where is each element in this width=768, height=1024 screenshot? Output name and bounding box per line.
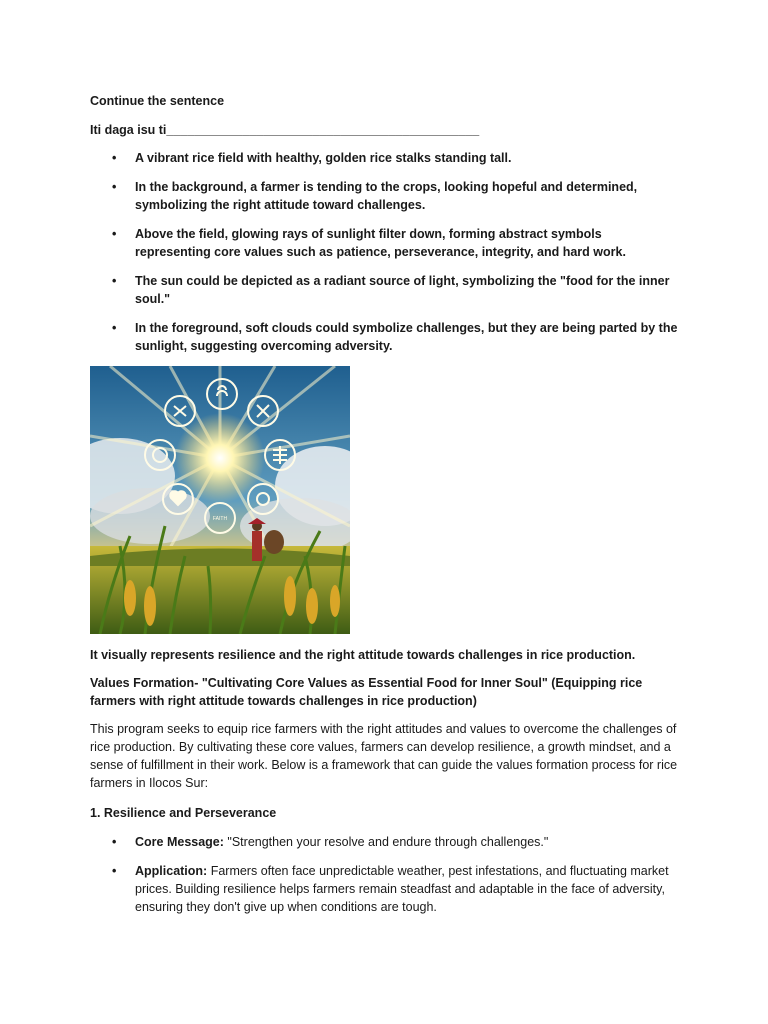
list-item [90,833,680,851]
image-caption: It visually represents resilience and the right attitude towards challenges in rice production. [90,648,636,662]
bullet-icon: • [112,864,117,878]
list-item: • A vibrant rice field with healthy, golden rice stalks standing tall. [112,151,512,165]
values-formation-title: Values Formation- "Cultivating Core Values as Essential Food for Inner Soul" (Equipping rice farmers with right attitude towards challenges in rice production) [90,676,643,708]
sign-text: FAITH [212,516,228,522]
bullet-icon: • [112,227,117,241]
section-list [90,833,680,916]
list-item: • Above the field, glowing rays of sunlight filter down, forming abstract symbols representing core values such as patience, perseverance, integrity, and hard work. [112,227,626,259]
list-item: • In the background, a farmer is tending to the crops, looking hopeful and determined, symbolizing the right attitude toward challenges. [112,180,638,212]
bullet-icon: • [112,835,117,849]
list-item: • In the foreground, soft clouds could symbolize challenges, but they are being parted by the sunlight, suggesting overcoming adversity. [112,321,678,353]
description-list [90,149,680,355]
bullet-icon: • [112,321,117,335]
illustration-image [90,366,350,634]
list-item: • The sun could be depicted as a radiant source of light, symbolizing the "food for the inner soul." [112,274,670,306]
item-label: Application: [135,864,208,878]
document-page [90,92,680,927]
intro-paragraph: This program seeks to equip rice farmers with the right attitudes and values to overcome the challenges of rice production. By cultivating these core values, farmers can develop resilience, a growth mindset, and a sense of fulfillment in their work. Below is a framework that can guide the values formation process for rice farmers in Ilocos Sur: [90,722,678,790]
bullet-icon: • [112,180,117,194]
list-item [90,862,680,916]
item-text: Farmers often face unpredictable weather, pest infestations, and fluctuating market prices. Building resilience helps farmers remain steadfast and adaptable in the face of adversity, ensuring they don't give up when conditions are tough. [135,864,669,914]
item-label: Core Message: [135,835,224,849]
page-heading: Continue the sentence [90,94,225,108]
bullet-icon: • [112,274,117,288]
rice-field-sunlight-illustration [90,366,350,634]
item-text: "Strengthen your resolve and endure through challenges." [223,835,549,849]
bullet-icon: • [112,151,117,165]
section-title: 1. Resilience and Perseverance [90,806,277,820]
prompt-line: Iti daga isu ti_____________________________________________ [90,123,480,137]
